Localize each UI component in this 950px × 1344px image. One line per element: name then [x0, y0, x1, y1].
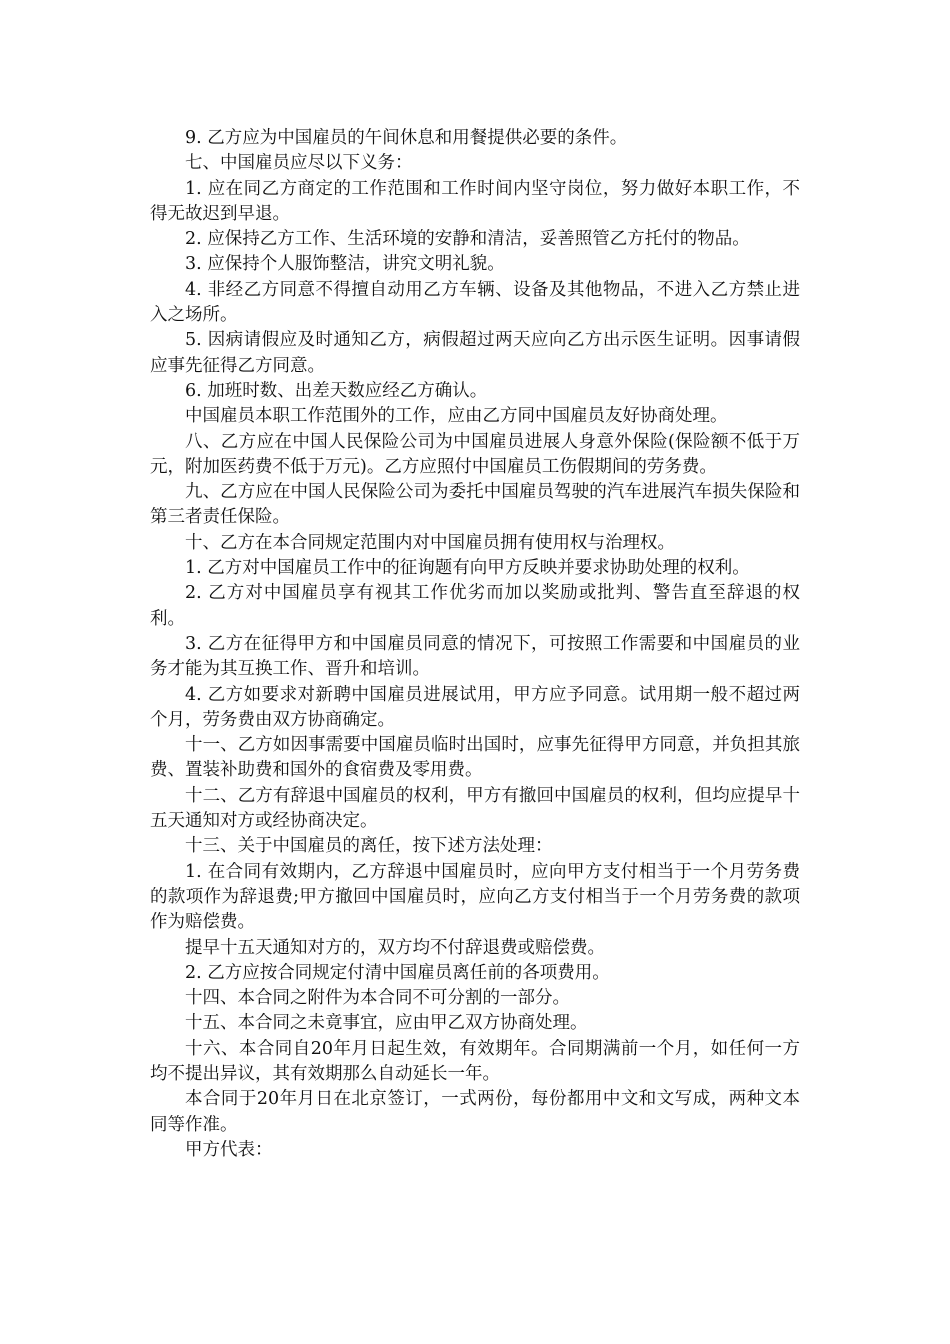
paragraph-5: 3. 应保持个人服饰整洁，讲究文明礼貌。 [185, 254, 505, 275]
paragraph-13: 1. 乙方对中国雇员工作中的征询题有向甲方反映并要求协助处理的权利。 [185, 558, 750, 579]
paragraph-10: 八、乙方应在中国人民保险公司为中国雇员进展人身意外保险(保险额不低于万元，附加医药费不低于万元)。乙方应照付中国雇员工伤假期间的劳务费。 [150, 431, 800, 477]
paragraph-4: 2. 应保持乙方工作、生活环境的安静和清洁，妥善照管乙方托付的物品。 [185, 229, 750, 250]
paragraph-8: 6. 加班时数、出差天数应经乙方确认。 [185, 380, 488, 401]
paragraph-9: 中国雇员本职工作范围外的工作，应由乙方同中国雇员友好协商处理。 [185, 406, 728, 427]
document-body [150, 126, 800, 1163]
paragraph-7: 5. 因病请假应及时通知乙方，病假超过两天应向乙方出示医生证明。因事请假应事先征得乙方同意。 [150, 330, 800, 376]
paragraph-27: 甲方代表： [185, 1139, 273, 1160]
paragraph-11: 九、乙方应在中国人民保险公司为委托中国雇员驾驶的汽车进展汽车损失保险和第三者责任保险。 [150, 482, 800, 528]
paragraph-22: 2. 乙方应按合同规定付清中国雇员离任前的各项费用。 [185, 962, 610, 983]
paragraph-21: 提早十五天通知对方的，双方均不付辞退费或赔偿费。 [185, 937, 605, 958]
paragraph-20: 1. 在合同有效期内，乙方辞退中国雇员时，应向甲方支付相当于一个月劳务费的款项作为辞退费;甲方撤回中国雇员时，应向乙方支付相当于一个月劳务费的款项作为赔偿费。 [150, 861, 800, 933]
paragraph-25: 十六、本合同自20年月日起生效，有效期年。合同期满前一个月，如任何一方均不提出异议，其有效期那么自动延长一年。 [150, 1038, 800, 1084]
paragraph-23: 十四、本合同之附件为本合同不可分割的一部分。 [185, 988, 570, 1009]
paragraph-16: 4. 乙方如要求对新聘中国雇员进展试用，甲方应予同意。试用期一般不超过两个月，劳务费由双方协商确定。 [150, 684, 800, 730]
paragraph-24: 十五、本合同之未竟事宜，应由甲乙双方协商处理。 [185, 1013, 588, 1034]
paragraph-3: 1. 应在同乙方商定的工作范围和工作时间内坚守岗位，努力做好本职工作，不得无故迟到早退。 [150, 178, 800, 224]
paragraph-15: 3. 乙方在征得甲方和中国雇员同意的情况下，可按照工作需要和中国雇员的业务才能为其互换工作、晋升和培训。 [150, 633, 800, 680]
paragraph-19: 十三、关于中国雇员的离任，按下述方法处理： [185, 836, 553, 857]
paragraph-2: 七、中国雇员应尽以下义务： [185, 153, 413, 174]
paragraph-6: 4. 非经乙方同意不得擅自动用乙方车辆、设备及其他物品，不进入乙方禁止进入之场所。 [150, 279, 800, 326]
paragraph-12: 十、乙方在本合同规定范围内对中国雇员拥有使用权与治理权。 [185, 532, 675, 553]
paragraph-1: 9. 乙方应为中国雇员的午间休息和用餐提供必要的条件。 [185, 128, 628, 148]
paragraph-17: 十一、乙方如因事需要中国雇员临时出国时，应事先征得甲方同意，并负担其旅费、置装补助费和国外的食宿费及零用费。 [150, 735, 800, 781]
paragraph-14: 2. 乙方对中国雇员享有视其工作优劣而加以奖励或批判、警告直至辞退的权利。 [150, 583, 800, 629]
paragraph-18: 十二、乙方有辞退中国雇员的权利，甲方有撤回中国雇员的权利，但均应提早十五天通知对方或经协商决定。 [150, 785, 800, 832]
paragraph-26: 本合同于20年月日在北京签订，一式两份，每份都用中文和文写成，两种文本同等作准。 [150, 1089, 800, 1135]
